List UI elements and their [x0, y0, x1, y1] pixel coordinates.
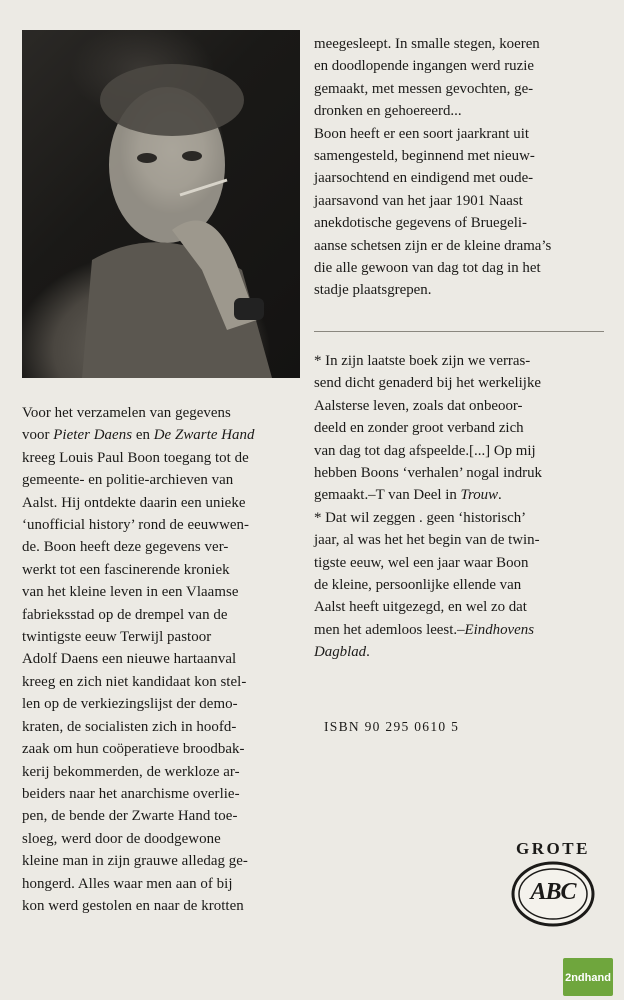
text-run: Aalsterse leven, zoals dat onbeoor-: [314, 397, 523, 414]
text-run: aanse schetsen zijn er de kleine drama’s: [314, 237, 552, 254]
text-run: de. Boon heeft deze gegevens ver-: [22, 539, 229, 556]
italic-title: Eindhovens: [464, 621, 535, 638]
text-run: deeld en zonder groot verband zich: [314, 420, 524, 437]
text-run: samengesteld, beginnend met nieuw-: [314, 148, 535, 165]
text-run: .: [498, 487, 502, 504]
text-run: tigste eeuw, wel een jaar waar Boon: [314, 554, 529, 571]
text-line: [314, 440, 609, 462]
right-text-column-top: [314, 33, 609, 302]
text-line: [314, 78, 609, 100]
text-line: [314, 417, 609, 439]
section-divider: [314, 331, 604, 332]
text-line: [22, 850, 307, 872]
text-line: [22, 604, 307, 626]
text-run: Voor het verzamelen van gegevens: [22, 405, 231, 421]
text-run: gemaakt, met messen gevochten, ge-: [314, 80, 534, 97]
text-run: jaarsavond van het jaar 1901 Naast: [314, 192, 523, 209]
italic-title: Trouw: [460, 487, 499, 504]
text-line: [314, 167, 609, 189]
text-line: [314, 395, 609, 417]
text-run: beiders naar het anarchisme overlie-: [22, 785, 240, 802]
text-line: [22, 648, 307, 670]
text-run: jaarsochtend en eindigend met oude-: [314, 170, 534, 187]
text-run: jaar, al was het het begin van de twin-: [314, 532, 540, 549]
isbn-number: ISBN 90 295 0610 5: [324, 719, 460, 734]
text-run: send dicht genaderd bij het werkelijke: [314, 375, 542, 392]
text-run: hebben Boons ‘verhalen’ nogal indruk: [314, 465, 542, 482]
text-run: len op de verkiezingslijst der demo-: [22, 696, 238, 713]
text-line: [22, 761, 307, 783]
text-run: Aalst heeft uitgezegd, en wel zo dat: [314, 599, 527, 616]
text-line: [22, 783, 307, 805]
text-line: [314, 257, 609, 279]
text-run: dronken en gehoereerd...: [314, 103, 462, 120]
text-line: [22, 895, 307, 917]
text-run: gemeente- en politie-archieven van: [22, 472, 234, 489]
text-line: [22, 828, 307, 850]
text-run: kleine man in zijn grauwe alledag ge-: [22, 853, 248, 870]
text-run: voor: [22, 427, 54, 444]
text-line: [22, 559, 307, 581]
price-sticker: [563, 958, 613, 996]
text-line: [22, 402, 307, 424]
logo-word: GROTE: [516, 839, 590, 858]
text-line: [22, 738, 307, 760]
text-run: die alle gewoon van dag tot dag in het: [314, 260, 541, 277]
text-line: [314, 619, 609, 641]
text-line: [22, 536, 307, 558]
text-run: meegesleept. In smalle stegen, koeren: [314, 36, 540, 52]
text-run: fabrieksstad op de drempel van de: [22, 606, 228, 623]
author-photo: [22, 30, 300, 378]
text-line: [22, 671, 307, 693]
text-run: kraten, de socialisten zich in hoofd-: [22, 718, 237, 735]
text-run: * In zijn laatste boek zijn we verras-: [314, 353, 531, 369]
text-line: [314, 462, 609, 484]
text-run: en doodlopende ingangen werd ruzie: [314, 58, 534, 75]
text-run: Boon heeft er een soort jaarkrant uit: [314, 125, 530, 142]
italic-title: Pieter Daens: [53, 427, 133, 444]
text-run: twintigste eeuw Terwijl pastoor: [22, 629, 212, 646]
text-run: de kleine, persoonlijke ellende van: [314, 577, 522, 594]
text-run: gemaakt.–T van Deel in: [314, 487, 461, 504]
text-line: [22, 424, 307, 446]
text-line: [314, 641, 609, 663]
text-run: sloeg, werd door de doodgewone: [22, 830, 221, 847]
italic-title: De Zwarte Hand: [153, 427, 255, 444]
text-line: [314, 552, 609, 574]
text-line: [314, 190, 609, 212]
text-line: [314, 574, 609, 596]
text-run: hongerd. Alles waar men aan of bij: [22, 875, 233, 892]
text-line: [314, 350, 609, 372]
text-run: Adolf Daens een nieuwe hartaanval: [22, 651, 237, 668]
text-line: [314, 279, 609, 301]
text-line: [314, 235, 609, 257]
text-run: kreeg Louis Paul Boon toegang tot de: [22, 449, 249, 466]
text-line: [22, 805, 307, 827]
text-run: stadje plaatsgrepen.: [314, 282, 432, 299]
text-run: kreeg en zich niet kandidaat kon stel-: [22, 673, 247, 690]
text-line: [22, 447, 307, 469]
text-line: [22, 716, 307, 738]
text-line: [22, 626, 307, 648]
text-run: pen, de bende der Zwarte Hand toe-: [22, 808, 238, 825]
sticker-label: 2ndhand: [565, 972, 611, 984]
left-text-column: [22, 402, 307, 917]
text-line: [314, 484, 609, 506]
grote-abc-logo: [497, 839, 609, 931]
text-line: [22, 581, 307, 603]
text-line: [22, 469, 307, 491]
text-run: zaak om hun coöperatieve broodbak-: [22, 741, 245, 758]
text-line: [314, 55, 609, 77]
text-run: werkt tot een fascinerende kroniek: [22, 561, 230, 578]
text-run: kon werd gestolen en naar de krotten: [22, 897, 244, 914]
text-run: kerij bekommerden, de werkloze ar-: [22, 763, 240, 780]
text-line: [314, 507, 609, 529]
text-line: [314, 123, 609, 145]
text-run: van dag tot dag afspeelde.[...] Op mij: [314, 442, 536, 459]
text-run: * Dat wil zeggen . geen ‘historisch’: [314, 509, 527, 526]
text-line: [22, 693, 307, 715]
text-run: ‘unofficial history’ rond de eeuwwen-: [22, 517, 250, 534]
logo-badge-text: ABC: [530, 879, 576, 905]
italic-title: Dagblad: [314, 644, 367, 661]
text-run: van het kleine leven in een Vlaamse: [22, 584, 239, 601]
text-line: [314, 212, 609, 234]
text-run: Aalst. Hij ontdekte daarin een unieke: [22, 494, 246, 511]
author-portrait-icon: [22, 30, 300, 378]
text-line: [314, 33, 609, 55]
text-run: .: [366, 644, 370, 661]
review-quotes: [314, 350, 609, 664]
text-line: [22, 873, 307, 895]
text-run: men het ademloos leest.–: [314, 621, 465, 638]
text-line: [314, 145, 609, 167]
text-line: [22, 492, 307, 514]
text-line: [314, 372, 609, 394]
text-run: en: [132, 427, 154, 444]
text-line: [22, 514, 307, 536]
text-run: anekdotische gegevens of Bruegeli-: [314, 215, 527, 232]
text-line: [314, 596, 609, 618]
text-line: [314, 100, 609, 122]
text-line: [314, 529, 609, 551]
